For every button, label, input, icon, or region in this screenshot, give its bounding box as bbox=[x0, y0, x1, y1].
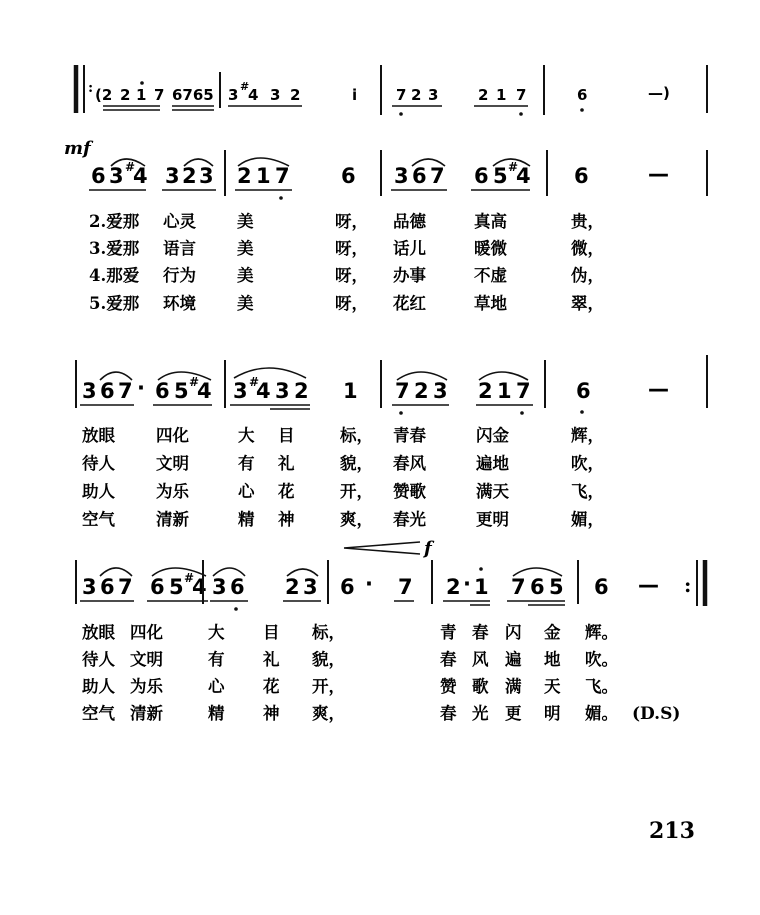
lyric: 美 bbox=[237, 239, 254, 258]
lyric: 赞歌 bbox=[393, 482, 426, 501]
line3-note-5: 4 bbox=[192, 575, 207, 599]
intro-note-6: 4 bbox=[248, 86, 259, 104]
line3-note-4: 5 bbox=[169, 575, 184, 599]
lyric: 呀， bbox=[335, 294, 368, 313]
repeat-end-dots: : bbox=[684, 573, 692, 597]
line2-note-2: 7 bbox=[118, 379, 133, 403]
lyric: 礼 bbox=[263, 650, 280, 669]
low-dot bbox=[279, 196, 283, 200]
lyric: 品德 bbox=[393, 212, 426, 231]
line1-note-10: 3 bbox=[394, 164, 409, 188]
lyric: 标， bbox=[312, 623, 345, 642]
line3-note-6: 3 bbox=[212, 575, 227, 599]
lyric: 貌， bbox=[340, 454, 373, 473]
lyric: 开， bbox=[340, 482, 373, 501]
lyric: 标， bbox=[340, 426, 373, 445]
lyric: 神 bbox=[263, 704, 280, 723]
line2-note-12: 7 bbox=[395, 379, 410, 403]
lyric: 辉， bbox=[571, 426, 604, 445]
lyric: 4.那爱 bbox=[89, 266, 140, 285]
line2-note-1: 6 bbox=[100, 379, 115, 403]
line1-note-9: 6 bbox=[341, 164, 356, 188]
lyric: 歌 bbox=[472, 677, 489, 696]
line3-note-0: 3 bbox=[82, 575, 97, 599]
line3-note-10: 6 bbox=[340, 575, 355, 599]
lyric: 暖微 bbox=[474, 239, 507, 258]
line2-note-16: 1 bbox=[497, 379, 512, 403]
intro-note-11: 2 bbox=[411, 86, 422, 104]
lyric: 为乐 bbox=[156, 482, 189, 501]
lyric: 3.爱那 bbox=[89, 239, 140, 258]
line1-note-1: 3 bbox=[109, 164, 124, 188]
slur bbox=[234, 368, 306, 378]
lyric: 5.爱那 bbox=[89, 294, 140, 313]
line3-note-19: 6 bbox=[594, 575, 609, 599]
verses2-block bbox=[82, 425, 604, 530]
lyric: 明 bbox=[544, 704, 561, 723]
intro-note-13: 2 bbox=[478, 86, 489, 104]
sharp-sign: # bbox=[508, 160, 519, 174]
intro-note-16: 6 bbox=[577, 86, 588, 104]
sharp-sign: # bbox=[249, 375, 260, 389]
line2-note-15: 2 bbox=[478, 379, 493, 403]
lyric: 神 bbox=[278, 510, 295, 529]
low-dot bbox=[399, 411, 403, 415]
lyric: 四化 bbox=[130, 623, 163, 642]
lyric: 礼 bbox=[278, 454, 295, 473]
lyric: 有 bbox=[208, 650, 225, 669]
lyric: 飞。 bbox=[585, 677, 618, 696]
lyric: 遍 bbox=[505, 650, 522, 669]
lyric: 真高 bbox=[474, 212, 507, 231]
lyric: 贵， bbox=[571, 212, 604, 231]
lyric: 春光 bbox=[393, 510, 426, 529]
high-dot bbox=[479, 567, 483, 571]
intro-note-15: 7 bbox=[516, 86, 527, 104]
lyric: 放眼 bbox=[82, 623, 115, 642]
lyric: 精 bbox=[208, 704, 225, 723]
sharp-sign: # bbox=[125, 160, 136, 174]
line2-note-7: 3 bbox=[233, 379, 248, 403]
lyric: 不虚 bbox=[474, 266, 507, 285]
line3-note-3: 6 bbox=[150, 575, 165, 599]
lyric: 媚， bbox=[571, 510, 604, 529]
intro-note-7: 3 bbox=[270, 86, 281, 104]
line1-note-14: 5 bbox=[493, 164, 508, 188]
lyric: 待人 bbox=[82, 454, 115, 473]
lyric: 呀， bbox=[335, 239, 368, 258]
lyric: 更 bbox=[505, 704, 522, 723]
lyric: 吹， bbox=[571, 454, 604, 473]
sharp-sign: # bbox=[240, 80, 250, 93]
low-dot bbox=[520, 411, 524, 415]
line1-note-5: 3 bbox=[199, 164, 214, 188]
lyric: 花 bbox=[278, 482, 295, 501]
lyric: 草地 bbox=[474, 294, 507, 313]
line1-note-3: 3 bbox=[165, 164, 180, 188]
intro-line bbox=[76, 65, 707, 116]
line2-note-17: 7 bbox=[516, 379, 531, 403]
lyric: 春 bbox=[440, 704, 457, 723]
lyric: 天 bbox=[544, 677, 561, 696]
lyric: 金 bbox=[544, 623, 561, 642]
lyric: 环境 bbox=[163, 294, 196, 313]
line2-note-18: 6 bbox=[576, 379, 591, 403]
line3-note-15: 1 bbox=[474, 575, 489, 599]
line1-note-17: — bbox=[648, 162, 669, 186]
low-dot bbox=[580, 108, 584, 112]
intro-note-17: —) bbox=[648, 84, 670, 102]
verses1-block bbox=[89, 211, 604, 314]
line1-note-0: 6 bbox=[91, 164, 106, 188]
lyric: 心 bbox=[208, 677, 225, 696]
lyric: 待人 bbox=[82, 650, 115, 669]
lyric: 光 bbox=[472, 704, 489, 723]
line2-notes bbox=[76, 355, 707, 415]
dynamic-mf: mf bbox=[64, 138, 91, 159]
intro-note-9: i bbox=[352, 86, 358, 104]
line3-note-9: 3 bbox=[303, 575, 318, 599]
sharp-sign: # bbox=[184, 571, 195, 585]
lyric: 辉。 bbox=[585, 623, 618, 642]
line3-note-1: 6 bbox=[100, 575, 115, 599]
lyric: 美 bbox=[237, 294, 254, 313]
lyric: 遍地 bbox=[476, 454, 509, 473]
line1-note-7: 1 bbox=[256, 164, 271, 188]
line3-note-13: 2 bbox=[446, 575, 461, 599]
lyric: 行为 bbox=[163, 266, 196, 285]
line3-note-20: — bbox=[638, 573, 659, 597]
intro-note-5: 3 bbox=[228, 86, 239, 104]
intro-note-4: 6765 bbox=[172, 86, 214, 104]
lyric: 2.爱那 bbox=[89, 212, 140, 231]
line1-note-4: 2 bbox=[182, 164, 197, 188]
low-dot bbox=[399, 112, 403, 116]
line1-note-16: 6 bbox=[574, 164, 589, 188]
line3-note-17: 6 bbox=[530, 575, 545, 599]
line2-note-6: 4 bbox=[197, 379, 212, 403]
lyric: 空气 bbox=[82, 510, 115, 529]
line1-note-11: 6 bbox=[412, 164, 427, 188]
dynamic-f: f bbox=[424, 538, 432, 559]
intro-note-3: 7 bbox=[154, 86, 165, 104]
lyric: 媚。 bbox=[585, 704, 618, 723]
lyric: 花红 bbox=[393, 294, 426, 313]
lyric: 大 bbox=[238, 426, 255, 445]
line2-note-11: 1 bbox=[343, 379, 358, 403]
lyric: 助人 bbox=[82, 482, 115, 501]
lyric: 清新 bbox=[156, 510, 189, 529]
verses3-block bbox=[82, 622, 680, 724]
lyric: 春风 bbox=[393, 454, 426, 473]
line1-note-2: 4 bbox=[133, 164, 148, 188]
lyric: 美 bbox=[237, 212, 254, 231]
lyric: 四化 bbox=[156, 426, 189, 445]
line1-note-12: 7 bbox=[430, 164, 445, 188]
lyric: 翠， bbox=[571, 294, 604, 313]
line1-notes bbox=[89, 150, 707, 200]
lyric: 目 bbox=[263, 623, 280, 642]
lyric: 大 bbox=[208, 623, 225, 642]
lyric: 闪 bbox=[505, 623, 522, 642]
lyric: 文明 bbox=[156, 454, 189, 473]
line2-note-4: 6 bbox=[155, 379, 170, 403]
line3-note-18: 5 bbox=[549, 575, 564, 599]
line3-notes bbox=[76, 538, 705, 611]
lyric: 语言 bbox=[163, 239, 196, 258]
lyric: 赞 bbox=[440, 677, 457, 696]
lyric: 呀， bbox=[335, 212, 368, 231]
lyric: 更明 bbox=[476, 510, 509, 529]
lyric: 伪， bbox=[571, 266, 604, 285]
intro-note-1: 2 bbox=[120, 86, 131, 104]
lyric: 爽， bbox=[312, 704, 345, 723]
lyric: 貌， bbox=[312, 650, 345, 669]
lyric: 目 bbox=[278, 426, 295, 445]
line3-note-11: · bbox=[365, 572, 373, 596]
lyric: 心灵 bbox=[163, 212, 196, 231]
line1-note-6: 2 bbox=[237, 164, 252, 188]
line3-note-8: 2 bbox=[285, 575, 300, 599]
lyric: 地 bbox=[544, 650, 561, 669]
lyric: 满 bbox=[505, 677, 522, 696]
lyric: 呀， bbox=[335, 266, 368, 285]
line3-note-14: · bbox=[463, 572, 471, 596]
lyric: 爽， bbox=[340, 510, 373, 529]
intro-note-12: 3 bbox=[428, 86, 439, 104]
line2-note-13: 2 bbox=[414, 379, 429, 403]
line3-note-16: 7 bbox=[511, 575, 526, 599]
lyric: 放眼 bbox=[82, 426, 115, 445]
lyric: 清新 bbox=[130, 704, 163, 723]
sharp-sign: # bbox=[189, 375, 200, 389]
ds-mark: (D.S) bbox=[632, 704, 681, 724]
line2-note-10: 2 bbox=[294, 379, 309, 403]
lyric: 有 bbox=[238, 454, 255, 473]
intro-note-14: 1 bbox=[496, 86, 507, 104]
high-dot bbox=[140, 81, 144, 85]
intro-note-8: 2 bbox=[290, 86, 301, 104]
line2-note-19: — bbox=[648, 377, 669, 401]
intro-note-0: (2 bbox=[95, 86, 113, 104]
line1-note-8: 7 bbox=[275, 164, 290, 188]
lyric: 吹。 bbox=[585, 650, 618, 669]
page-number: 213 bbox=[649, 818, 695, 844]
intro-note-10: 7 bbox=[396, 86, 407, 104]
lyric: 美 bbox=[237, 266, 254, 285]
line2-note-5: 5 bbox=[174, 379, 189, 403]
line2-note-3: · bbox=[137, 376, 145, 400]
repeat-dots: : bbox=[88, 80, 94, 96]
lyric: 助人 bbox=[82, 677, 115, 696]
line2-note-8: 4 bbox=[256, 379, 271, 403]
low-dot bbox=[234, 607, 238, 611]
lyric: 飞， bbox=[571, 482, 604, 501]
line3-note-12: 7 bbox=[398, 575, 413, 599]
low-dot bbox=[580, 410, 584, 414]
line3-note-2: 7 bbox=[118, 575, 133, 599]
line2-note-14: 3 bbox=[433, 379, 448, 403]
lyric: 风 bbox=[472, 650, 489, 669]
lyric: 微， bbox=[571, 239, 604, 258]
line1-note-13: 6 bbox=[474, 164, 489, 188]
lyric: 文明 bbox=[130, 650, 163, 669]
lyric: 闪金 bbox=[476, 426, 509, 445]
lyric: 满天 bbox=[476, 482, 509, 501]
intro-note-2: 1 bbox=[136, 86, 147, 104]
line2-note-0: 3 bbox=[82, 379, 97, 403]
crescendo-hairpin bbox=[344, 542, 420, 554]
lyric: 青春 bbox=[393, 426, 426, 445]
lyric: 话儿 bbox=[393, 239, 426, 258]
lyric: 青 bbox=[440, 623, 457, 642]
line3-note-7: 6 bbox=[230, 575, 245, 599]
line1-note-15: 4 bbox=[516, 164, 531, 188]
lyric: 春 bbox=[440, 650, 457, 669]
lyric: 开， bbox=[312, 677, 345, 696]
low-dot bbox=[519, 112, 523, 116]
lyric: 办事 bbox=[393, 266, 426, 285]
lyric: 空气 bbox=[82, 704, 115, 723]
lyric: 心 bbox=[238, 482, 255, 501]
lyric: 春 bbox=[472, 623, 489, 642]
line2-note-9: 3 bbox=[275, 379, 290, 403]
lyric: 花 bbox=[263, 677, 280, 696]
lyric: 为乐 bbox=[130, 677, 163, 696]
lyric: 精 bbox=[238, 510, 255, 529]
